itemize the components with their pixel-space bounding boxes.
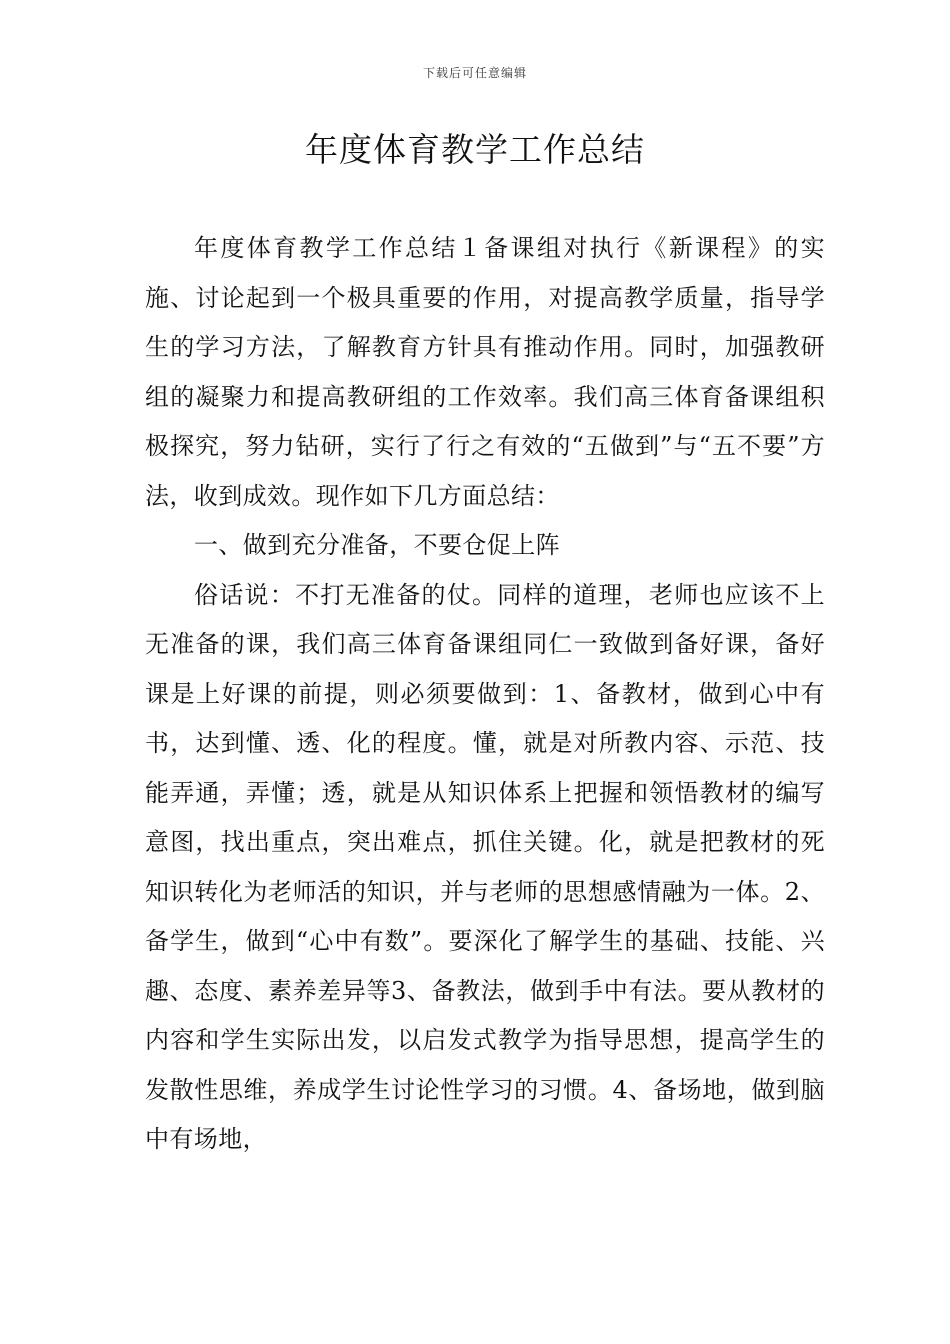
- paragraph-intro: 年度体育教学工作总结１备课组对执行《新课程》的实施、讨论起到一个极具重要的作用，对提高教学质量，指导学生的学习方法，了解教育方针具有推动作用。同时，加强教研组的凝聚力和提高教研组的工作效率。我们高三体育备课组积极探究，努力钻研，实行了行之有效的“五做到”与“五不要”方法，收到成效。现作如下几方面总结：: [145, 234, 825, 510]
- paragraph-section-1: 俗话说：不打无准备的仗。同样的道理，老师也应该不上无准备的课，我们高三体育备课组同仁一致做到备好课，备好课是上好课的前提，则必须要做到：1、备教材，做到心中有书，达到懂、透、化的程度。懂，就是对所教内容、示范、技能弄通，弄懂；透，就是从知识体系上把握和领悟教材的编写意图，找出重点，突出难点，抓住关键。化，就是把教材的死知识转化为老师活的知识，并与老师的思想感情融为一体。2、备学生，做到“心中有数”。要深化了解学生的基础、技能、兴趣、态度、素养差异等3、备教法，做到手中有法。要从教材的内容和学生实际出发，以启发式教学为指导思想，提高学生的发散性思维，养成学生讨论性学习的习惯。4、备场地，做到脑中有场地，: [145, 580, 825, 1153]
- document-body: [145, 224, 825, 1165]
- section-heading-1: 一、做到充分准备，不要仓促上阵: [194, 531, 560, 559]
- page-header-note: 下载后可任意编辑: [422, 66, 527, 80]
- document-title: 年度体育教学工作总结: [305, 130, 645, 169]
